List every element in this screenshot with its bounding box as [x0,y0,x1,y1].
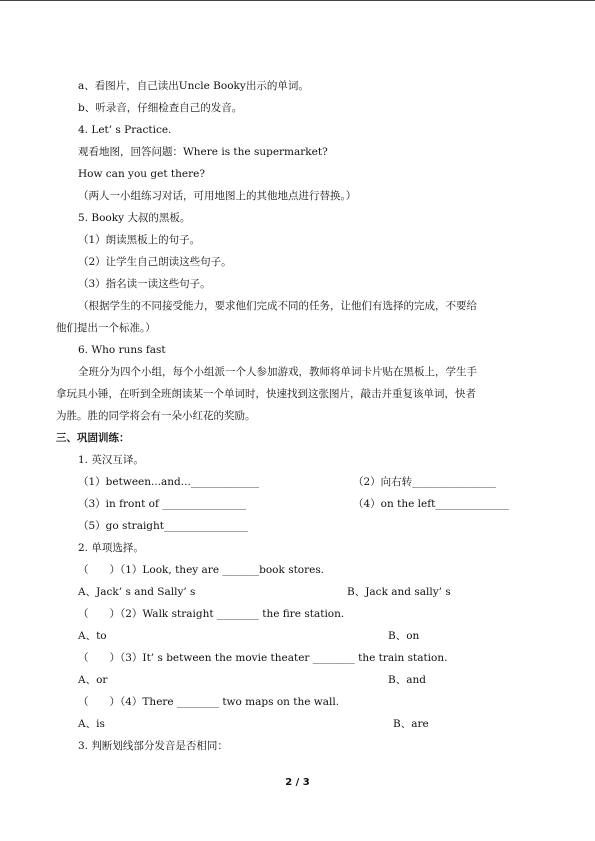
text-line: 1. 英汉互译。 [78,454,144,466]
text-line: （2）让学生自己朗读这些句子。 [78,256,232,268]
section-heading: 三、巩固训练： [56,432,130,444]
text-line: （3）指名读一读这些句子。 [78,278,211,290]
option-b: B、on [388,630,420,642]
text-line: 全班分为四个小组，每个小组派一个人参加游戏，教师将单词卡片贴在黑板上，学生手 [78,366,477,378]
exercise-item: （1）between...and..._____________ [78,476,260,488]
exercise-item: （3）in front of ________________ [78,498,247,510]
option-a: A、or [78,674,108,686]
text-line: 4. Let’ s Practice. [78,124,172,136]
option-b: B、and [388,674,426,686]
text-line: （根据学生的不同接受能力，要求他们完成不同的任务，让他们有选择的完成，不要给 [78,300,477,312]
option-b: B、Jack and sally’ s [347,586,451,598]
exercise-item: （4）on the left______________ [353,498,509,510]
text-line: 拿玩具小锤，在听到全班朗读某一个单词时，快速找到这张图片，敲击并重复该单词，快者 [56,388,476,400]
option-a: A、to [78,630,107,642]
text-line: a、看图片，自己读出Uncle Booky出示的单词。 [78,80,309,92]
text-line: 5. Booky 大叔的黑板。 [78,212,191,224]
text-line: （两人一小组练习对话，可用地图上的其他地点进行替换。） [78,190,357,202]
text-line: 观看地图，回答问题：Where is the supermarket? [78,146,328,158]
question: （ ）（2）Walk straight ________ the fire station. [78,608,345,620]
question: （ ）（4）There ________ two maps on the wall. [78,696,340,708]
question: （ ）（3）It’ s between the movie theater ________ the train station. [78,652,448,664]
text-line: 3. 判断划线部分发音是否相同： [78,740,228,752]
text-line: 2. 单项选择。 [78,542,144,554]
text-line: b、听录音，仔细检查自己的发音。 [78,102,243,114]
text-line: How can you get there? [78,168,205,180]
page-indicator: 2 / 3 [285,777,310,788]
exercise-item: （2）向右转________________ [353,476,497,488]
option-a: A、is [78,718,105,730]
page-top-border [0,0,595,1]
option-b: B、are [393,718,429,730]
text-line: 他们提出一个标准。） [56,322,156,334]
text-line: 为胜。胜的同学将会有一朵小红花的奖励。 [56,410,256,422]
question: （ ）（1）Look, they are _______book stores. [78,564,325,576]
text-line: 6. Who runs fast [78,344,166,356]
exercise-item: （5）go straight________________ [78,520,249,532]
text-line: （1）朗读黑板上的句子。 [78,234,201,246]
option-a: A、Jack’ s and Sally’ s [78,586,196,598]
